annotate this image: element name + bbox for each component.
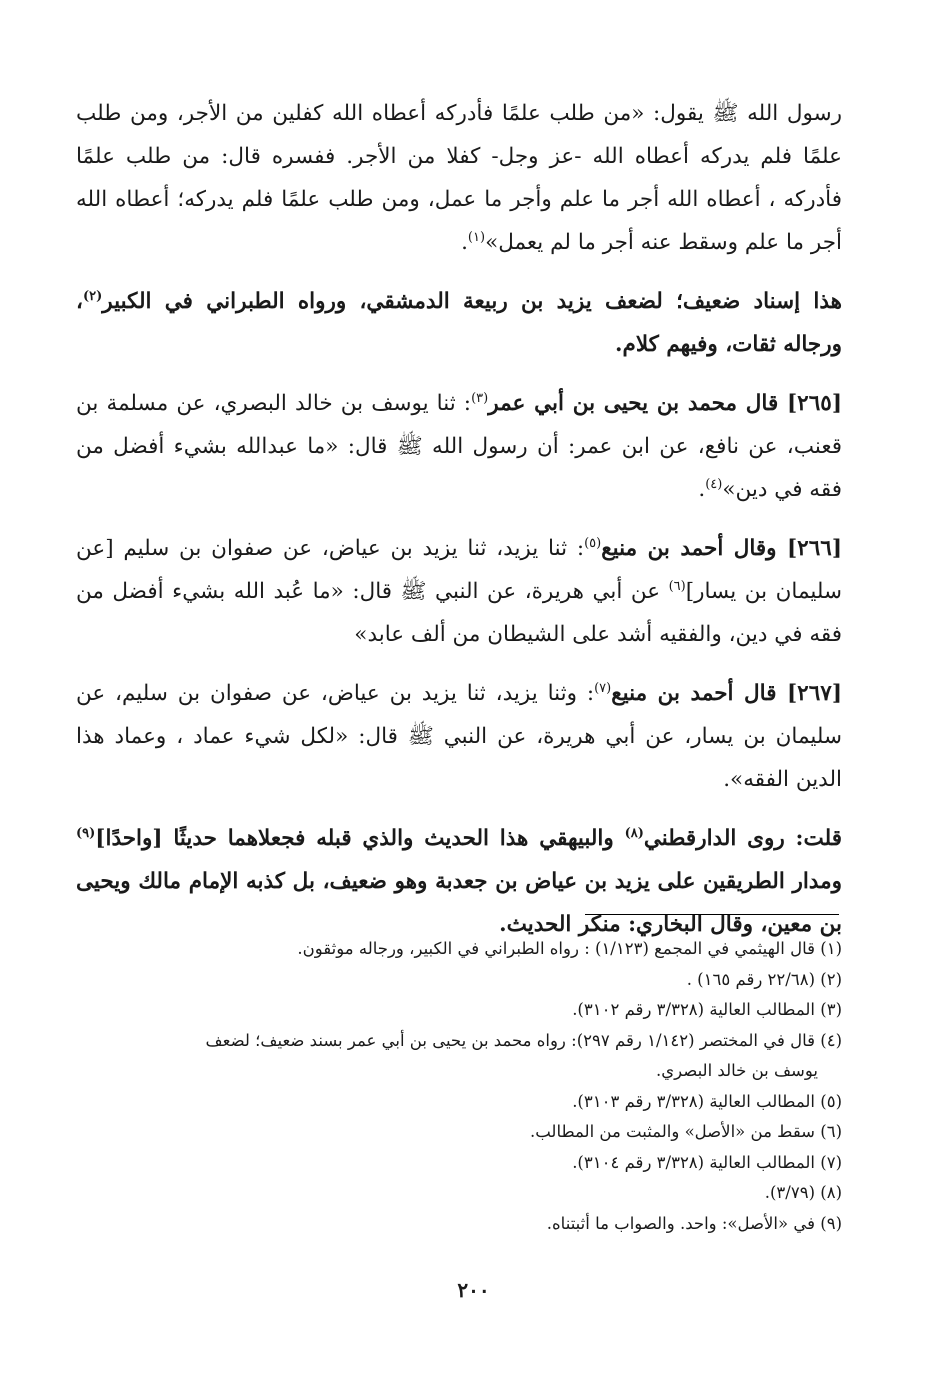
footnote-ref-5: (٥) xyxy=(584,535,602,551)
footnotes xyxy=(76,934,842,1239)
hadith-266-heading: [٢٦٦] وقال أحمد بن منيع xyxy=(601,536,842,561)
grading-text: هذا إسناد ضعيف؛ لضعف يزيد بن ربيعة الدمشقي، ورواه الطبراني في الكبير xyxy=(102,289,842,314)
paragraph-hadith-266 xyxy=(76,527,842,656)
hadith-265-heading: [٢٦٥] قال محمد بن يحيى بن أبي عمر xyxy=(488,391,842,416)
footnote-ref-1: (١) xyxy=(467,229,486,245)
footnote-separator xyxy=(585,914,839,915)
footnote-ref-7: (٧) xyxy=(594,680,612,696)
hadith-267-text: : وثنا يزيد، ثنا يزيد بن عياض، عن صفوان بن سليم، عن سليمان بن يسار، عن أبي هريرة، عن النبي ﷺ قال: «لكل شيء عماد ، وعماد هذا الدين الفقه». xyxy=(76,681,842,792)
period: . xyxy=(698,477,706,502)
paragraph-hadith-267 xyxy=(76,672,842,801)
footnote-6: (٦) سقط من «الأصل» والمثبت من المطالب. xyxy=(529,1122,842,1141)
paragraph-isnad-grading xyxy=(76,280,842,366)
hadith-266-text-end: عن أبي هريرة، عن النبي ﷺ قال: «ما عُبد الله بشيء أفضل من فقه في دين، والفقيه أشد على الشيطان من ألف عابد» xyxy=(76,579,842,647)
footnote-9: (٩) في «الأصل»: واحد. والصواب ما أثبتناه. xyxy=(546,1213,842,1233)
footnote-5: (٥) المطالب العالية (٣/٣٢٨ رقم ٣١٠٣). xyxy=(572,1091,842,1111)
footnote-4-continuation: يوسف بن خالد البصري. xyxy=(656,1061,818,1080)
commentary-text: قلت: روى الدارقطني xyxy=(643,826,842,851)
commentary-text-mid: والبيهقي هذا الحديث والذي قبله فجعلاهما حديثًا [واحدًا] xyxy=(95,826,625,851)
paragraph-hadith-continuation xyxy=(76,92,842,264)
footnote-ref-3: (٣) xyxy=(471,390,489,406)
footnote-2: (٢) (٢٢/٦٨ رقم ١٦٥) . xyxy=(686,969,842,989)
grading-text-end: ، ورجاله ثقات، وفيهم كلام. xyxy=(76,289,842,357)
period: . xyxy=(461,230,468,255)
paragraph-hadith-265 xyxy=(76,382,842,511)
footnote-ref-9: (٩) xyxy=(76,825,96,841)
footnote-ref-4: (٤) xyxy=(705,476,723,492)
footnote-ref-6: (٦) xyxy=(668,578,686,594)
hadith-266-text: : ثنا يزيد، ثنا يزيد بن عياض، عن صفوان بن سليم [عن سليمان بن يسار] xyxy=(76,536,842,604)
hadith-text: رسول الله ﷺ يقول: «من طلب علمًا فأدركه أعطاه الله كفلين من الأجر، ومن طلب علمًا فلم يدركه أعطاه الله -عز وجل- كفلا من الأجر. ففسره قال: من طلب علمًا فأدركه ، أعطاه الله أجر ما علم وأجر ما عمل، ومن طلب علمًا فلم يدركه؛ أعطاه الله أجر ما علم وسقط عنه أجر ما لم يعمل» xyxy=(76,101,842,255)
paragraph-commentary xyxy=(76,817,842,946)
footnote-ref-8: (٨) xyxy=(624,825,644,841)
footnote-4: (٤) قال في المختصر (١/١٤٢ رقم ٢٩٧): رواه محمد بن يحيى بن أبي عمر بسند ضعيف؛ لضعف xyxy=(205,1030,842,1050)
commentary-text-end: ومدار الطريقين على يزيد بن عياض بن جعدبة وهو ضعيف، بل كذبه الإمام مالك ويحيى بن معين، وقال البخاري: منكر الحديث. xyxy=(76,869,842,937)
main-text xyxy=(76,92,842,962)
hadith-265-text: : ثنا يوسف بن خالد البصري، عن مسلمة بن قعنب، عن نافع، عن ابن عمر: أن رسول الله ﷺ قال: «ما عبدالله بشيء أفضل من فقه في دين» xyxy=(76,391,842,502)
footnote-7: (٧) المطالب العالية (٣/٣٢٨ رقم ٣١٠٤). xyxy=(572,1152,842,1172)
hadith-267-heading: [٢٦٧] قال أحمد بن منيع xyxy=(611,681,842,706)
footnote-ref-2: (٢) xyxy=(82,288,103,304)
page-number: ٢٠٠ xyxy=(457,1278,490,1302)
footnote-3: (٣) المطالب العالية (٣/٣٢٨ رقم ٣١٠٢). xyxy=(572,1000,842,1019)
footnote-1: (١) قال الهيثمي في المجمع (١/١٢٣) : رواه الطبراني في الكبير، ورجاله موثقون. xyxy=(297,939,842,958)
footnote-8: (٨) (٣/٧٩). xyxy=(764,1183,842,1202)
